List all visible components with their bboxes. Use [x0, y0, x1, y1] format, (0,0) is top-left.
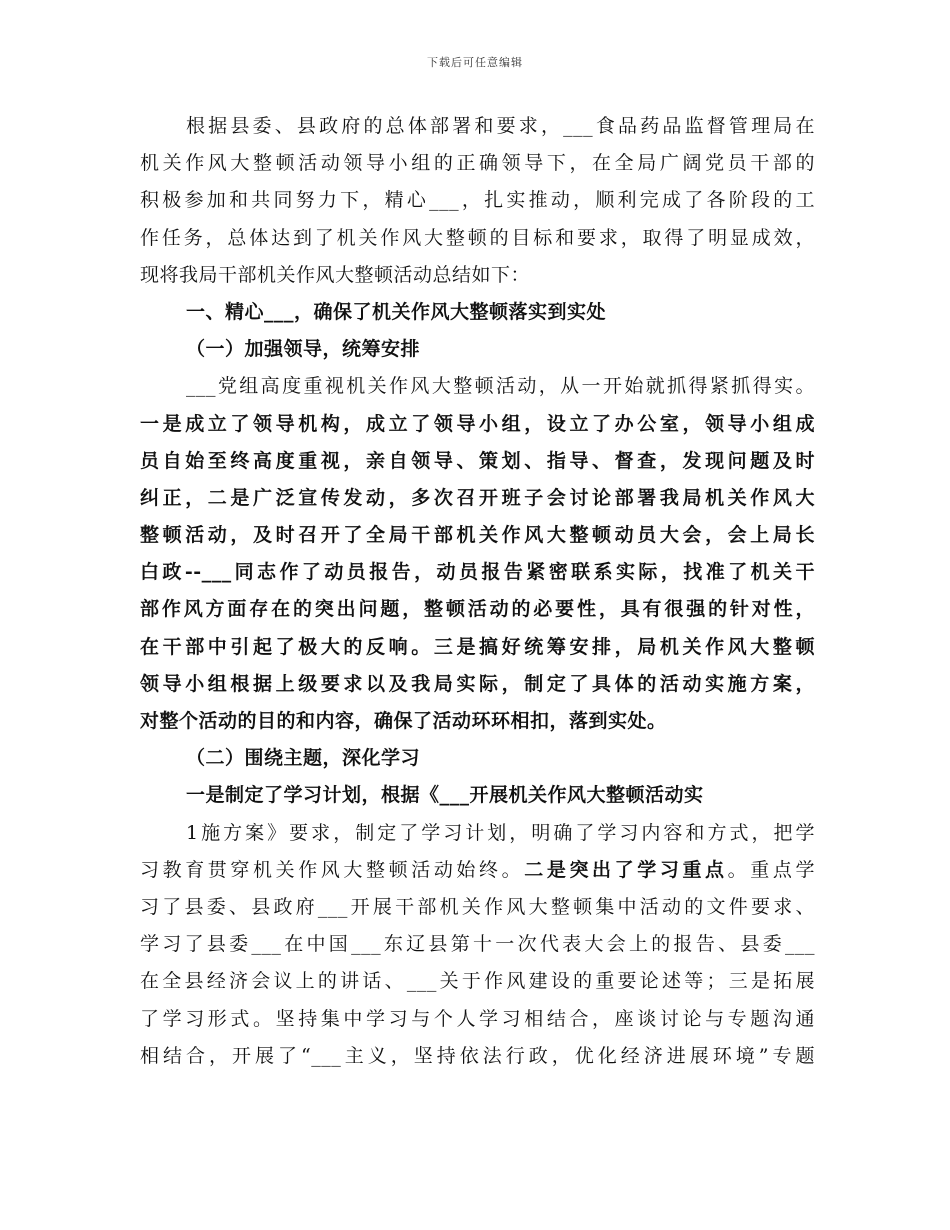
- text-line: [140, 443, 815, 480]
- text-segment: 了学习形式。坚持集中学习与个人学习相结合，座谈讨论与专题沟通: [140, 1007, 815, 1030]
- text-line: [140, 368, 815, 405]
- text-line: [140, 703, 815, 740]
- text-segment: 相结合，开展了“___主义，坚持依法行政，优化经济进展环境”专题: [140, 1044, 815, 1067]
- text-line: [140, 889, 815, 926]
- text-segment: 员自始至终高度重视，亲自领导、策划、指导、督查，发现问题及时: [140, 449, 815, 472]
- document-body: [140, 108, 815, 1075]
- text-segment: 一、精心___，确保了机关作风大整顿落实到实处: [186, 300, 607, 323]
- text-line: [140, 108, 815, 145]
- text-line: [140, 666, 815, 703]
- page-header-note: 下载后可任意编辑: [427, 56, 523, 69]
- text-segment: 部作风方面存在的突出问题，整顿活动的必要性，具有很强的针对性，: [140, 598, 815, 621]
- text-segment: 积极参加和共同努力下，精心___，扎实推动，顺利完成了各阶段的工: [140, 189, 815, 212]
- text-line: [140, 257, 815, 294]
- text-line: [140, 740, 815, 777]
- text-line: [140, 554, 815, 591]
- text-segment: 机关作风大整顿活动领导小组的正确领导下，在全局广阔党员干部的: [140, 152, 815, 175]
- text-segment: 根据县委、县政府的总体部署和要求，___食品药品监督管理局在: [186, 115, 815, 137]
- text-line: [140, 629, 815, 666]
- text-segment: （二）围绕主题，深化学习: [186, 747, 421, 770]
- text-line: [140, 777, 815, 814]
- text-segment: 整顿活动，及时召开了全局干部机关作风大整顿动员大会，会上局长: [140, 524, 815, 547]
- text-segment: 一是成立了领导机构，成立了领导小组，设立了办公室，领导小组成: [140, 412, 815, 435]
- text-segment: 一是制定了学习计划，根据《___开展机关作风大整顿活动实: [186, 784, 704, 807]
- text-segment: 在干部中引起了极大的反响。三是搞好统筹安排，局机关作风大整顿: [140, 635, 815, 658]
- text-segment: 二是突出了学习重点: [524, 858, 728, 881]
- text-line: [140, 406, 815, 443]
- text-line: [140, 963, 815, 1000]
- text-line: [140, 331, 815, 368]
- text-line: [140, 145, 815, 182]
- text-segment: 纠正，二是广泛宣传发动，多次召开班子会讨论部署我局机关作风大: [140, 486, 815, 509]
- text-line: [140, 220, 815, 257]
- text-line: [140, 480, 815, 517]
- text-line: [140, 294, 815, 331]
- text-segment: 现将我局干部机关作风大整顿活动总结如下：: [140, 263, 531, 286]
- text-line: [140, 517, 815, 554]
- text-segment: 1施方案》要求，制定了学习计划，明确了学习内容和方式，把学: [186, 821, 815, 844]
- text-segment: ___党组高度重视机关作风大整顿活动，从一开始就抓得紧抓得实。: [186, 375, 815, 398]
- text-segment: （一）加强领导，统筹安排: [186, 338, 421, 361]
- text-segment: 。重点学: [727, 858, 815, 881]
- text-segment: 白政--___同志作了动员报告，动员报告紧密联系实际，找准了机关干: [140, 561, 815, 584]
- text-segment: 在全县经济会议上的讲话、___关于作风建设的重要论述等；三是拓展: [140, 970, 815, 993]
- text-segment: 习教育贯穿机关作风大整顿活动始终。: [140, 858, 525, 881]
- text-line: [140, 852, 815, 889]
- text-line: [140, 926, 815, 963]
- text-line: [140, 1001, 815, 1038]
- text-line: [140, 591, 815, 628]
- text-line: [140, 1038, 815, 1075]
- text-segment: 对整个活动的目的和内容，确保了活动环环相扣，落到实处。: [140, 710, 667, 732]
- text-segment: 学习了县委___在中国___东辽县第十一次代表大会上的报告、县委___: [140, 933, 815, 956]
- text-segment: 作任务，总体达到了机关作风大整顿的目标和要求，取得了明显成效，: [140, 226, 815, 249]
- text-segment: 习了县委、县政府___开展干部机关作风大整顿集中活动的文件要求、: [140, 895, 815, 918]
- text-segment: 领导小组根据上级要求以及我局实际，制定了具体的活动实施方案，: [140, 672, 815, 695]
- text-line: [140, 182, 815, 219]
- text-line: [140, 815, 815, 852]
